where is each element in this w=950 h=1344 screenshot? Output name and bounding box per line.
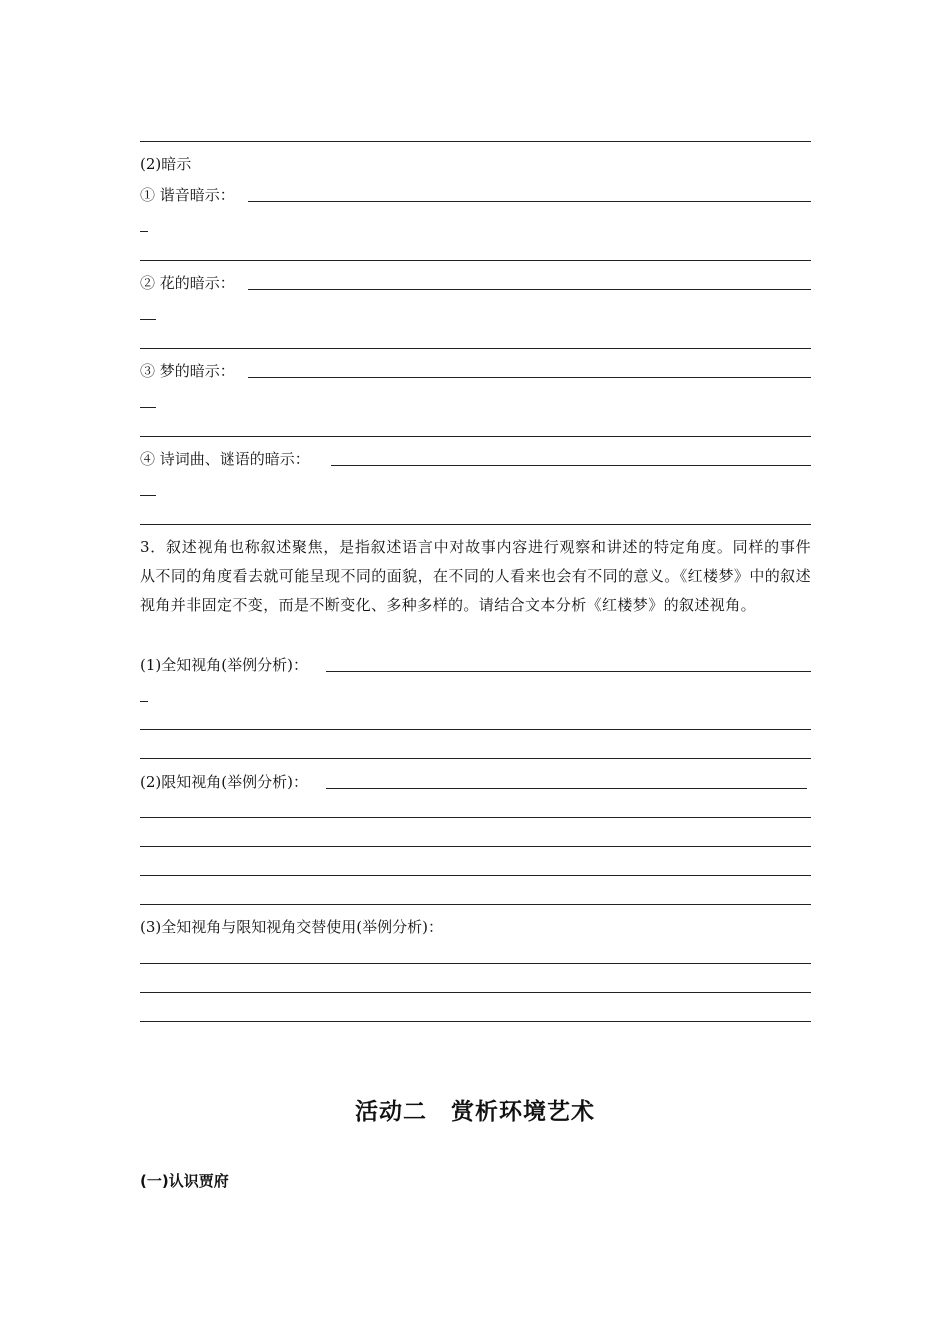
part-limited-label: (2)限知视角(举例分析)： — [140, 773, 308, 791]
activity-subheading: (一)认识贾府 — [140, 1172, 229, 1190]
hint-item-poem-riddle-label: ④ 诗词曲、谜语的暗示： — [140, 450, 310, 468]
answer-line[interactable] — [140, 1021, 811, 1022]
answer-line[interactable] — [331, 465, 811, 466]
question-3-text: 3．叙述视角也称叙述聚焦，是指叙述语言中对故事内容进行观察和讲述的特定角度。同样的事件从不同的角度看去就可能呈现不同的面貌，在不同的人看来也会有不同的意义。《红楼梦》中的叙述视角并非固定不变，而是不断变化、多种多样的。请结合文本分析《红楼梦》的叙述视角。 — [140, 538, 811, 614]
answer-line[interactable] — [326, 671, 811, 672]
answer-line-overflow — [140, 495, 156, 496]
answer-line[interactable] — [140, 817, 811, 818]
answer-line[interactable] — [140, 992, 811, 993]
answer-line-overflow — [140, 231, 148, 232]
hint-item-dream-label: ③ 梦的暗示： — [140, 362, 235, 380]
answer-line[interactable] — [140, 260, 811, 261]
answer-line[interactable] — [140, 904, 811, 905]
activity-heading: 活动二 赏析环境艺术 — [355, 1099, 595, 1125]
answer-line-overflow — [140, 407, 156, 408]
answer-line[interactable] — [248, 201, 811, 202]
answer-line-overflow — [140, 701, 148, 702]
answer-line[interactable] — [326, 788, 807, 789]
answer-line[interactable] — [140, 436, 811, 437]
part-alternating-label: (3)全知视角与限知视角交替使用(举例分析)： — [140, 918, 443, 936]
answer-line[interactable] — [140, 846, 811, 847]
answer-line[interactable] — [140, 875, 811, 876]
hint-item-homophone-label: ① 谐音暗示： — [140, 186, 235, 204]
part-omniscient-label: (1)全知视角(举例分析)： — [140, 656, 308, 674]
answer-line[interactable] — [140, 963, 811, 964]
answer-line[interactable] — [248, 289, 811, 290]
answer-line[interactable] — [248, 377, 811, 378]
section-title-hint: (2)暗示 — [140, 155, 192, 173]
answer-line[interactable] — [140, 141, 811, 142]
answer-line[interactable] — [140, 729, 811, 730]
answer-line-overflow — [140, 319, 156, 320]
answer-line[interactable] — [140, 758, 811, 759]
answer-line[interactable] — [140, 348, 811, 349]
hint-item-flower-label: ② 花的暗示： — [140, 274, 235, 292]
answer-line[interactable] — [140, 524, 811, 525]
